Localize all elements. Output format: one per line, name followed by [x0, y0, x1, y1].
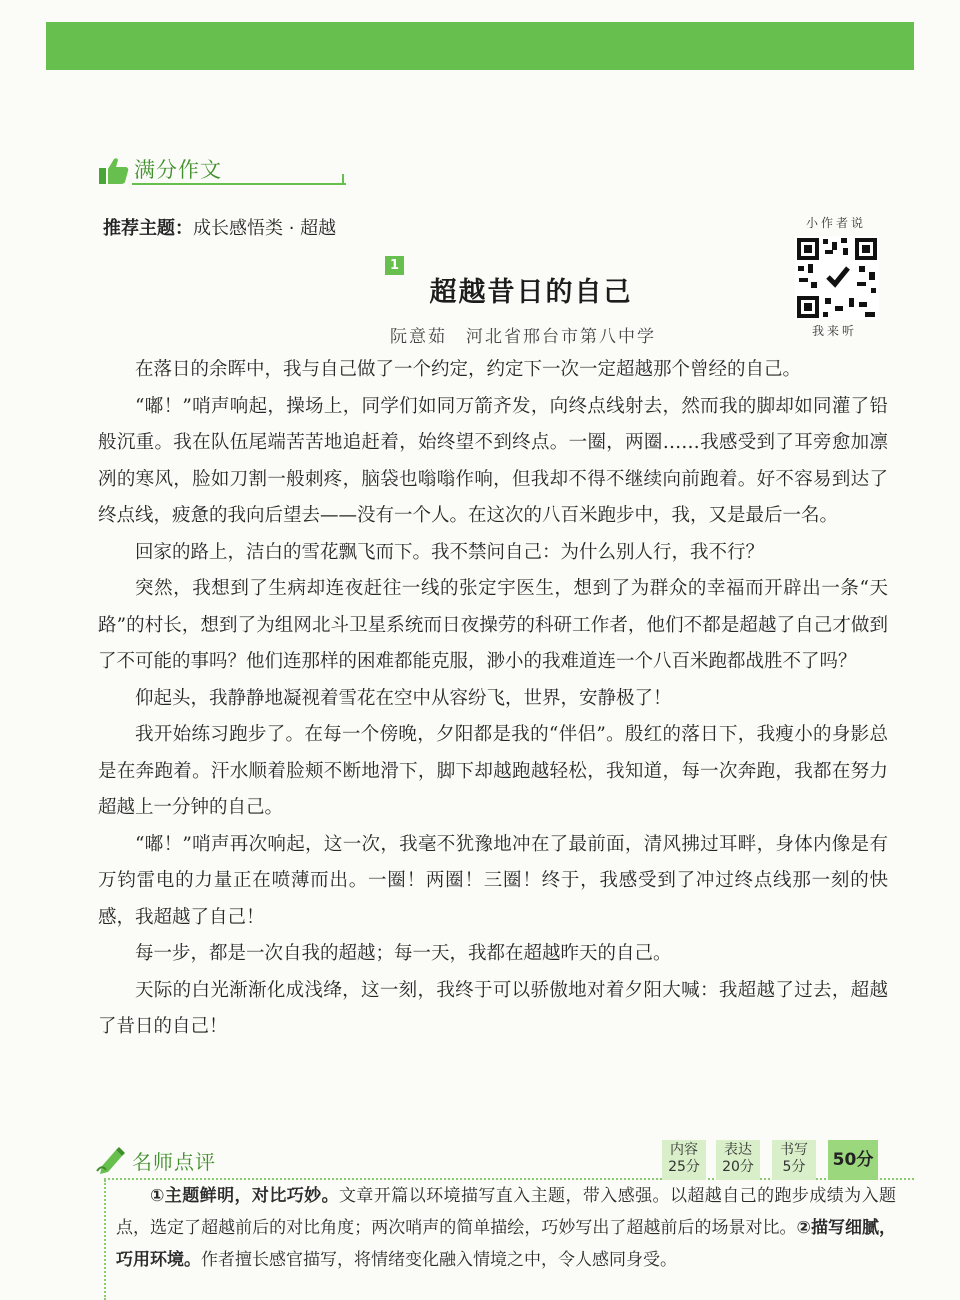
essay-paragraph: 回家的路上，洁白的雪花飘飞而下。我不禁问自己：为什么别人行，我不行？ — [135, 541, 765, 563]
essay-paragraph: 每一步，都是一次自我的超越；每一天，我都在超越昨天的自己。 — [135, 943, 672, 964]
review-header — [96, 1140, 916, 1182]
section-underline-tick — [342, 174, 344, 185]
essay-title: 超越昔日的自己 — [429, 277, 633, 308]
qr-caption-top: 小作者说 — [806, 216, 867, 230]
score-expression — [716, 1140, 760, 1180]
score-label: 内容 — [670, 1142, 698, 1158]
review-point-1: ①主题鲜明，对比巧妙。 — [150, 1186, 340, 1206]
review-text — [116, 1180, 896, 1276]
essay-paragraph: 我开始练习跑步了。在每一个傍晚，夕阳都是我的“伴侣”。殷红的落日下，我瘦小的身影总是在奔跑着。汗水顺着脸颊不断地滑下，脚下却越跑越轻松，我知道，每一次奔跑，我都在努力超越上一分钟的自己。 — [98, 724, 888, 818]
pen-icon — [96, 1144, 128, 1174]
thumbs-up-icon — [98, 156, 130, 186]
review-body — [104, 1180, 896, 1300]
score-value: 5分 — [782, 1159, 806, 1175]
review-point-2: ②描写细腻，巧用环境。 — [116, 1218, 896, 1270]
recommended-topic — [103, 214, 336, 240]
essay-author: 阮意茹 河北省邢台市第八中学 — [390, 327, 656, 347]
score-label: 书写 — [780, 1142, 808, 1158]
review-text-1: 文章开篇以环境描写直入主题，带入感强。以超越自己的跑步成绩为入题点，选定了超越前后的对比角度；两次哨声的简单描绘，巧妙写出了超越前后的场景对比。 — [116, 1186, 896, 1238]
essay-body — [98, 352, 888, 1046]
section-underline — [132, 183, 346, 185]
review-text-3: 之中，令人感同身受。 — [507, 1250, 677, 1270]
essay-paragraph: 突然，我想到了生病却连夜赶往一线的张定宇医生，想到了为群众的幸福而开辟出一条“天路”的村长，想到了为组网北斗卫星系统而日夜操劳的科研工作者，他们不都是超越了自己才做到了不可能的事吗？他们连那样的困难都能克服，渺小的我难道连一个八百米跑都战胜不了吗？ — [98, 578, 888, 672]
score-value: 20分 — [722, 1159, 754, 1175]
review-title: 名师点评 — [132, 1150, 216, 1174]
essay-paragraph: 天际的白光渐渐化成浅绛，这一刻，我终于可以骄傲地对着夕阳大喊：我超越了过去，超越了昔日的自己！ — [98, 979, 888, 1037]
score-total: 50分 — [828, 1140, 878, 1180]
essay-paragraph: “嘟！”哨声响起，操场上，同学们如同万箭齐发，向终点线射去，然而我的脚却如同灌了铅般沉重。我在队伍尾端苦苦地追赶着，始终望不到终点。一圈，两圈……我感受到了耳旁愈加凛冽的寒风，脸如刀割一般刺疼，脑袋也嗡嗡作响，但我却不得不继续向前跑着。好不容易到达了终点线，疲惫的我向后望去——没有一个人。在这次的八百米跑步中，我，又是最后一名。 — [98, 395, 888, 526]
essay-paragraph: 仰起头，我静静地凝视着雪花在空中从容纷飞，世界，安静极了！ — [135, 687, 672, 709]
score-writing — [772, 1140, 816, 1180]
topic-label: 推荐主题： — [103, 218, 193, 239]
top-green-bar — [46, 22, 914, 70]
score-label: 表达 — [724, 1142, 752, 1158]
essay-number-badge: 1 — [385, 256, 404, 275]
essay-paragraph: “嘟！”哨声再次响起，这一次，我毫不犹豫地冲在了最前面，清风拂过耳畔，身体内像是有万钧雷电的力量正在喷薄而出。一圈！两圈！三圈！终于，我感受到了冲过终点线那一刻的快感，我超越了自己！ — [98, 833, 888, 928]
essay-paragraph: 在落日的余晖中，我与自己做了一个约定，约定下一次一定超越那个曾经的自己。 — [135, 359, 802, 380]
section-title: 满分作文 — [134, 158, 222, 182]
review-text-2: 作者擅长感官描写，将情绪变化融入情境 — [201, 1250, 507, 1270]
topic-value: 成长感悟类 · 超越 — [193, 218, 337, 239]
score-value: 25分 — [668, 1159, 700, 1175]
qr-caption-bottom: 我来听 — [812, 324, 858, 338]
score-content — [662, 1140, 706, 1180]
